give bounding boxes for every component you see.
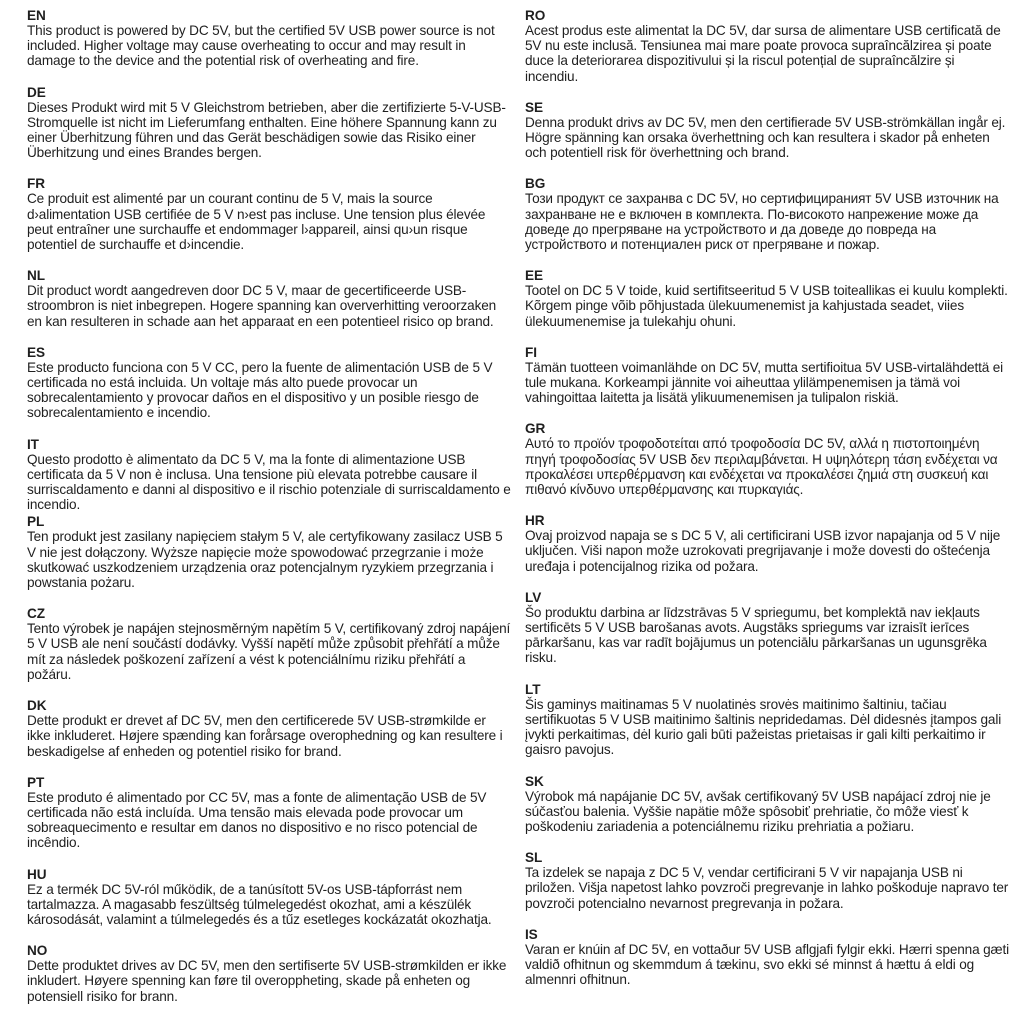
language-section-fr [27,176,512,252]
language-code-label: SK [525,773,544,789]
language-code-label: FI [525,344,537,360]
language-section-lv [525,590,1010,666]
language-section-fi [525,345,1010,406]
language-notice-text: Acest produs este alimentat la DC 5V, dar sursa de alimentare USB certificată de 5V nu este inclusă. Tensiunea mai mare poate provoca supraîncălzirea și poate duce la deteriorarea dispozitivului și la riscul potențial de supraîncălzire și incendiu. [525,23,1001,84]
language-section-ee [525,268,1010,329]
language-code-label: EN [27,8,46,23]
language-code-label: RO [525,8,546,23]
language-notice-text: Dit product wordt aangedreven door DC 5 V, maar de gecertificeerde USB-stroombron is niet inbegrepen. Hogere spanning kan oververhitting veroorzaken en kan resulteren in schade aan het apparaat en een potentieel risico op brand. [27,283,497,329]
language-notice-text: Výrobok má napájanie DC 5V, avšak certifikovaný 5V USB napájací zdroj nie je súčasťou balenia. Vyššie napätie môže spôsobiť prehriatie, čo môže viesť k poškodeniu zariadenia a potenciálnemu riziku prehriatia a požiaru. [525,788,991,834]
language-code-label: PL [27,514,45,530]
language-section-en [27,8,512,69]
language-code-label: CZ [27,606,45,622]
language-notice-text: Ten produkt jest zasilany napięciem stałym 5 V, ale certyfikowany zasilacz USB 5 V nie jest dołączony. Wyższe napięcie może spowodować przegrzanie i może skutkować uszkodzeniem urządzenia oraz potencjalnym ryzykiem przegrzania i powstania pożaru. [27,529,503,591]
language-notice-text: Este produto é alimentado por CC 5V, mas a fonte de alimentação USB de 5V certificada não está incluída. Uma tensão mais elevada pode provocar um sobreaquecimento e resultar em danos no dispositivo e no risco potencial de incêndio. [27,789,487,851]
language-code-label: SE [525,99,543,115]
language-code-label: HU [27,866,47,882]
language-code-label: IT [27,436,39,452]
language-notice-text: Този продукт се захранва с DC 5V, но сертифицираният 5V USB източник на захранване не е включен в комплекта. По-високото напрежение може да доведе до прегряване на устройството и да доведе до повреда на устройството и потенциален риск от прегряване и пожар. [525,191,999,253]
language-section-it [27,437,512,513]
language-section-es [27,345,512,421]
column-right [525,8,1010,1016]
language-code-label: DE [27,84,46,100]
language-section-de [27,85,512,161]
language-notice-text: Ovaj proizvod napaja se s DC 5 V, ali certificirani USB izvor napajanja od 5 V nije uključen. Viši napon može uzrokovati pregrijavanje i može dovesti do oštećenja uređaja i potencijalnog rizika od požara. [525,528,1001,574]
language-notice-text: Ce produit est alimenté par un courant continu de 5 V, mais la source d›alimentation USB certifiée de 5 V n›est pas incluse. Une tension plus élevée peut entraîner une surchauffe et endommager l›appareil, ainsi qu›un risque potentiel de surchauffe et d›incendie. [27,191,486,253]
language-code-label: LV [525,589,542,605]
language-notice-text: This product is powered by DC 5V, but the certified 5V USB power source is not included. Higher voltage may cause overheating to occur and may result in damage to the device and the potential risk of overheating and fire. [27,23,495,69]
language-section-ro [525,8,1010,84]
language-section-hr [525,513,1010,574]
language-notice-text: Ta izdelek se napaja z DC 5 V, vendar certificirani 5 V vir napajanja USB ni priložen. Višja napetost lahko povzroči pregrevanje in lahko poškoduje napravo ter povzroči potencialno nevarnost pregrevanja in požara. [525,865,1009,911]
language-notice-text: Questo prodotto è alimentato da DC 5 V, ma la fonte di alimentazione USB certificata da 5 V non è inclusa. Una tensione più elevata potrebbe causare il surriscaldamento e danni al dispositivo e il rischio potenziale di surriscaldamento e incendio. [27,451,511,513]
language-code-label: FR [27,176,45,192]
language-section-sl [525,850,1010,911]
language-notice-text: Tento výrobek je napájen stejnosměrným napětím 5 V, certifikovaný zdroj napájení 5 V USB ale není součástí dodávky. Vyšší napětí může způsobit přehřátí a může mít za následek poškození zařízení a vést k potenciálnímu riziku přehřátí a požáru. [27,621,511,682]
language-section-sk [525,774,1010,835]
language-notice-text: Dette produkt er drevet af DC 5V, men den certificerede 5V USB-strømkilde er ikke inkluderet. Højere spænding kan forårsage overophedning og kan resultere i beskadigelse af enheden og potentiel risiko for brand. [27,713,503,759]
language-code-label: PT [27,774,45,790]
language-code-label: BG [525,176,546,192]
language-section-no [27,943,512,1004]
language-code-label: NO [27,943,48,959]
language-section-nl [27,268,512,329]
column-left [27,8,512,1016]
language-code-label: DK [27,698,47,714]
language-section-pt [27,775,512,851]
language-notice-text: Este producto funciona con 5 V CC, pero la fuente de alimentación USB de 5 V certificada no está incluida. Un voltaje más alto puede provocar un sobrecalentamiento y provocar daños en el dispositivo y un posible riesgo de sobrecalentamiento e incendio. [27,359,493,421]
language-code-label: NL [27,268,45,284]
language-section-hu [27,867,512,928]
language-code-label: EE [525,268,543,284]
language-notice-text: Tootel on DC 5 V toide, kuid sertifitseeritud 5 V USB toiteallikas ei kuulu komplekti. Kõrgem pinge võib põhjustada ülekuumenemist ja kahjustada seadet, viies ülekuumenemise ja tulekahju ohuni. [525,283,1008,329]
language-code-label: ES [27,344,45,360]
language-code-label: GR [525,421,546,437]
language-notice-text: Šis gaminys maitinamas 5 V nuolatinės srovės maitinimo šaltiniu, tačiau sertifikuotas 5 V USB maitinimo šaltinis nepridedamas. Dėl didesnės įtampos gali įvykti perkaitimas, dėl kurio gali būti pažeistas prietaisas ir gali kilti perkaitimo ir gaisro pavojus. [525,696,1002,758]
language-notice-text: Tämän tuotteen voimanlähde on DC 5V, mutta sertifioitua 5V USB-virtalähdettä ei tule mukana. Korkeampi jännite voi aiheuttaa ylilämpenemisen ja tämä voi vahingoittaa laitetta ja lisätä ylikuumenemisen ja tulipalon riskiä. [525,359,1004,406]
language-section-lt [525,682,1010,758]
language-section-pl [27,514,512,590]
language-notice-text: Dette produktet drives av DC 5V, men den sertifiserte 5V USB-strømkilden er ikke inkludert. Høyere spenning kan føre til overoppheting, skade på enheten og potensiell risiko for brann. [27,958,507,1004]
language-notice-text: Šo produktu darbina ar līdzstrāvas 5 V spriegumu, bet komplektā nav iekļauts sertificēts 5 V USB barošanas avots. Augstāks spriegums var izraisīt ierīces pārkaršanu, kas var radīt bojājumus un potenciālu pārkaršanas un ugunsgrēka risku. [525,604,987,666]
language-section-bg [525,176,1010,252]
language-notice-text: Denna produkt drivs av DC 5V, men den certifierade 5V USB-strömkällan ingår ej. Högre spänning kan orsaka överhettning och kan resultera i skador på enheten och potentiell risk för överhettning och brand. [525,114,1006,161]
language-notice-text: Dieses Produkt wird mit 5 V Gleichstrom betrieben, aber die zertifizierte 5-V-USB-Stromquelle ist nicht im Lieferumfang enthalten. Eine höhere Spannung kann zu einer Überhitzung führen und das Gerät beschädigen sowie das Risiko einer Überhitzung und eines Brandes bergen. [27,99,506,161]
language-code-label: HR [525,513,545,529]
language-section-gr [525,421,1010,497]
language-notice-text: Ez a termék DC 5V-ról működik, de a tanúsított 5V-os USB-tápforrást nem tartalmazza. A magasabb feszültség túlmelegedést okozhat, ami a készülék károsodását, valamint a túlmelegedés és a tűz esetleges kockázatát okozhatja. [27,881,492,927]
language-code-label: IS [525,926,538,942]
language-notice-text: Varan er knúin af DC 5V, en vottaður 5V USB aflgjafi fylgir ekki. Hærri spenna gæti valdið ofhitnun og skemmdum á tækinu, svo ekki sé minnst á hættu á eldi og almennri ofhitnun. [525,941,1009,988]
language-section-dk [27,698,512,759]
language-code-label: LT [525,681,541,697]
language-section-cz [27,606,512,682]
language-notice-text: Αυτό το προϊόν τροφοδοτείται από τροφοδοσία DC 5V, αλλά η πιστοποιημένη πηγή τροφοδοσίας 5V USB δεν περιλαμβάνεται. Η υψηλότερη τάση ενδέχεται να προκαλέσει υπερθέρμανση και ενδέχεται να προκαλέσει ζημιά στη συσκευή και πιθανό κίνδυνο υπερθέρμανσης και πυρκαγιάς. [525,436,998,498]
language-code-label: SL [525,850,543,866]
language-section-is [525,927,1010,988]
language-section-se [525,100,1010,161]
